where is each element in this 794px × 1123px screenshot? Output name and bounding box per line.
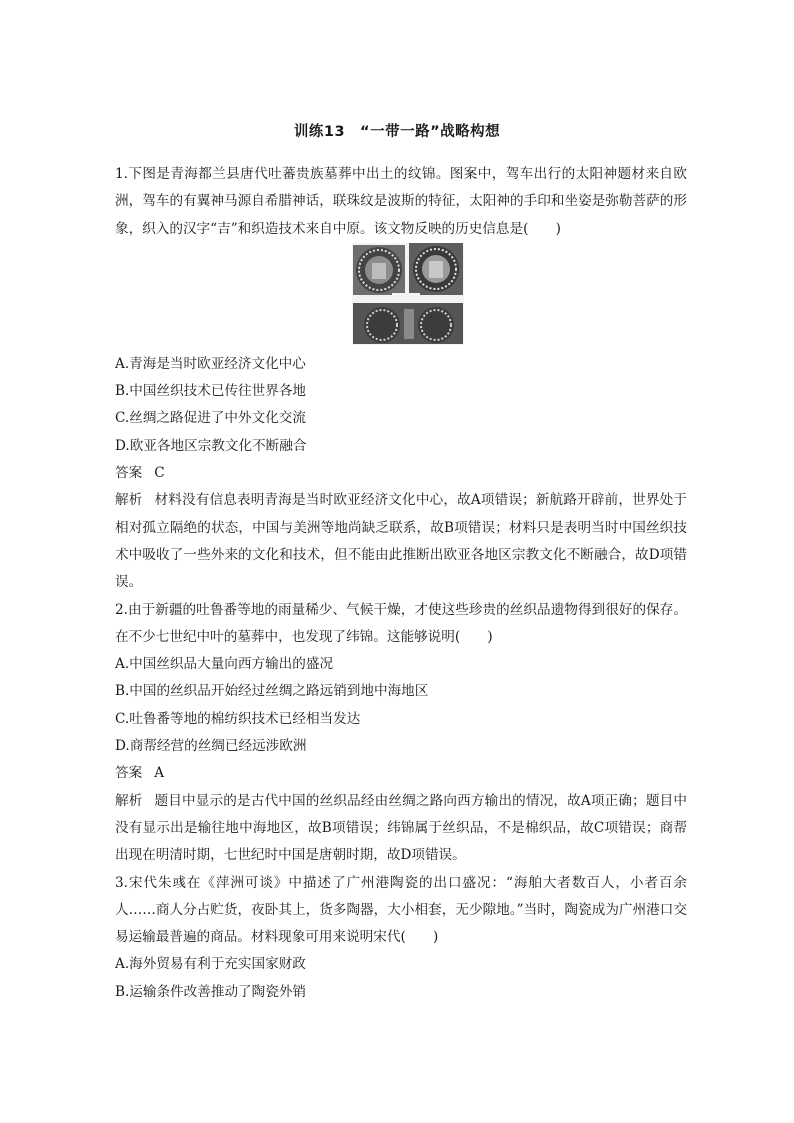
question-3-stem: 3.宋代朱彧在《萍洲可谈》中描述了广州港陶瓷的出口盛况：“海舶大者数百人，小者百余人……商人分占贮货，夜卧其上，货多陶器，大小相套，无少隙地。”当时，陶瓷成为广州港口交易运输最普遍的商品。材料现象可用来说明宋代( ) xyxy=(115,874,687,946)
question-2-option-b: B.中国的丝织品开始经过丝绸之路远销到地中海地区 xyxy=(115,683,429,700)
question-1-option-b: B.中国丝织技术已传往世界各地 xyxy=(115,383,307,400)
answer-value: A xyxy=(154,765,165,782)
brocade-image xyxy=(352,243,464,345)
question-3-option-b: B.运输条件改善推动了陶瓷外销 xyxy=(115,983,307,1000)
analysis-text: 材料没有信息表明青海是当时欧亚经济文化中心，故A项错误；新航路开辟前，世界处于相对孤立隔绝的状态，中国与美洲等地尚缺乏联系，故B项错误；材料只是表明当时中国丝织技术中吸收了一些外来的文化和技术，但不能由此推断出欧亚各地区宗教文化不断融合，故D项错误。 xyxy=(115,492,687,591)
brocade-figure xyxy=(115,243,687,351)
question-1-option-c: C.丝绸之路促进了中外文化交流 xyxy=(115,410,306,427)
answer-label: 答案 xyxy=(115,465,143,482)
question-list xyxy=(115,161,687,1006)
answer-value: C xyxy=(154,465,165,482)
question-2-option-d: D.商帮经营的丝绸已经远涉欧洲 xyxy=(115,738,307,755)
question-1-answer xyxy=(115,460,687,487)
question-1-option-d: D.欧亚各地区宗教文化不断融合 xyxy=(115,437,307,454)
question-1-analysis xyxy=(115,487,687,596)
question-2-stem: 2.由于新疆的吐鲁番等地的雨量稀少、气候干燥，才使这些珍贵的丝织品遗物得到很好的保存。在不少七世纪中叶的墓葬中，也发现了纬锦。这能够说明( ) xyxy=(115,601,687,645)
page-title: 训练13 “一带一路”战略构想 xyxy=(293,124,501,140)
question-2-answer xyxy=(115,760,687,787)
answer-label: 答案 xyxy=(115,765,143,782)
analysis-text: 题目中显示的是古代中国的丝织品经由丝绸之路向西方输出的情况，故A项正确；题目中没有显示出是输往地中海地区，故B项错误；纬锦属于丝织品，不是棉织品，故C项错误；商帮出现在明清时期，七世纪时中国是唐朝时期，故D项错误。 xyxy=(115,792,687,864)
question-2-analysis xyxy=(115,788,687,870)
question-2-option-c: C.吐鲁番等地的棉纺织技术已经相当发达 xyxy=(115,710,361,727)
analysis-label: 解析 xyxy=(115,792,143,809)
question-1-option-a: A.青海是当时欧亚经济文化中心 xyxy=(115,355,306,372)
analysis-label: 解析 xyxy=(115,492,143,509)
question-1-stem: 1.下图是青海都兰县唐代吐蕃贵族墓葬中出土的纹锦。图案中，驾车出行的太阳神题材来自欧洲，驾车的有翼神马源自希腊神话，联珠纹是波斯的特征，太阳神的手印和坐姿是弥勒菩萨的形象，织入的汉字“吉”和织造技术来自中原。该文物反映的历史信息是( ) xyxy=(115,166,687,237)
question-3-option-a: A.海外贸易有利于充实国家财政 xyxy=(115,956,306,973)
question-2-option-a: A.中国丝织品大量向西方输出的盛况 xyxy=(115,656,334,673)
